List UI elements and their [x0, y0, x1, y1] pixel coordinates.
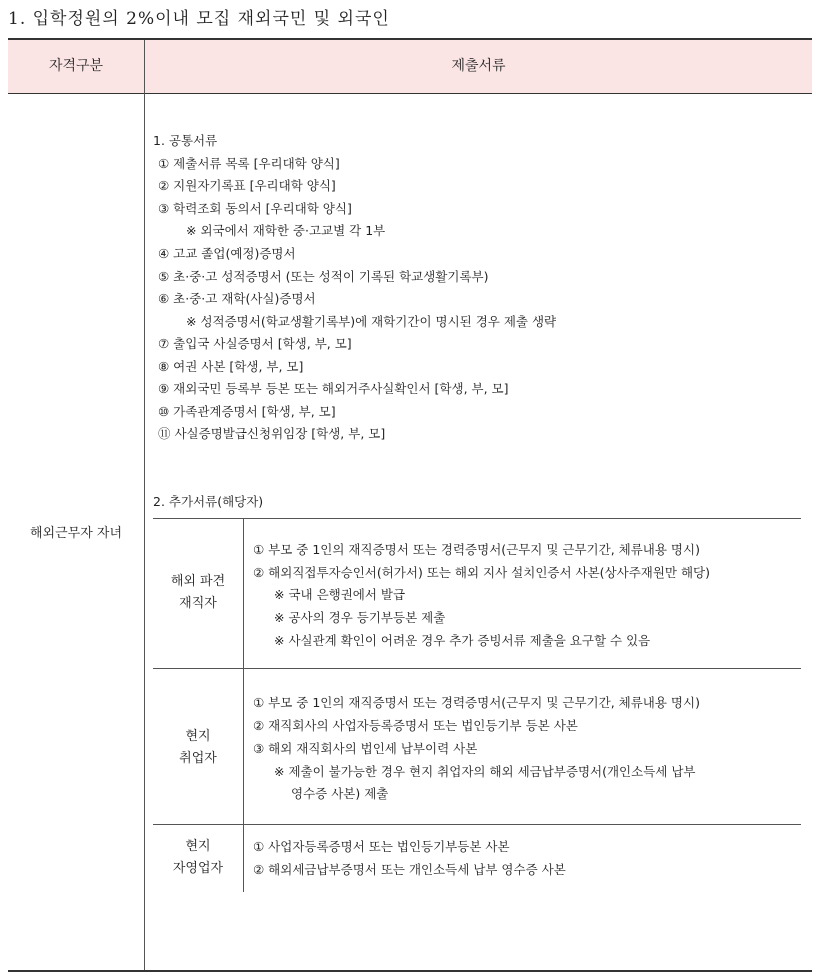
- header-documents: 제출서류: [451, 58, 506, 74]
- subtable-divider: [153, 668, 801, 669]
- header-qualification: 자격구분: [48, 58, 104, 74]
- group-note: ※ 제출이 불가능한 경우 현지 취업자의 해외 세금납부증명서(개인소득세 납부: [274, 764, 696, 779]
- row-label: 해외근무자 자녀: [29, 526, 123, 541]
- common-heading: 1. 공통서류: [153, 133, 218, 148]
- group-item: ① 부모 중 1인의 재직증명서 또는 경력증명서(근무지 및 근무기간, 체류내용 명시): [253, 695, 700, 710]
- common-item: ⑤ 초·중·고 성적증명서 (또는 성적이 기록된 학교생활기록부): [158, 269, 489, 284]
- category-overseas-dispatch: 해외 파견 재직자: [170, 574, 226, 611]
- common-item: ① 제출서류 목록 [우리대학 양식]: [158, 156, 340, 171]
- group-item: ① 사업자등록증명서 또는 법인등기부등본 사본: [253, 839, 510, 854]
- group-item: ② 재직회사의 사업자등록증명서 또는 법인등기부 등본 사본: [253, 718, 578, 733]
- common-item: ③ 학력조회 동의서 [우리대학 양식]: [158, 201, 352, 216]
- category-local-employee: 현지 취업자: [179, 729, 217, 766]
- common-item: ⑪ 사실증명발급신청위임장 [학생, 부, 모]: [158, 426, 386, 441]
- group-note: ※ 공사의 경우 등기부등본 제출: [274, 610, 446, 625]
- subtable-column-divider: [243, 825, 244, 892]
- table-bottom-border: [8, 970, 812, 972]
- group-item: ② 해외직접투자승인서(허가서) 또는 해외 지사 설치인증서 사본(상사주재원만 해당): [253, 565, 711, 580]
- group-item: ① 부모 중 1인의 재직증명서 또는 경력증명서(근무지 및 근무기간, 체류내용 명시): [253, 542, 700, 557]
- documents-table: [8, 38, 812, 972]
- group-item: ② 해외세금납부증명서 또는 개인소득세 납부 영수증 사본: [253, 862, 566, 877]
- common-note: ※ 외국에서 재학한 중·고교별 각 1부: [186, 223, 386, 238]
- category-self-employed: 현지 자영업자: [172, 839, 224, 876]
- subtable-column-divider: [243, 518, 244, 668]
- subtable-column-divider: [243, 669, 244, 824]
- common-item: ⑧ 여권 사본 [학생, 부, 모]: [158, 359, 304, 374]
- common-item: ⑦ 출입국 사실증명서 [학생, 부, 모]: [158, 336, 352, 351]
- common-item: ⑨ 재외국민 등록부 등본 또는 해외거주사실확인서 [학생, 부, 모]: [158, 381, 509, 396]
- common-note: ※ 성적증명서(학교생활기록부)에 재학기간이 명시된 경우 제출 생략: [186, 314, 557, 329]
- group-note: ※ 사실관계 확인이 어려운 경우 추가 증빙서류 제출을 요구할 수 있음: [274, 633, 651, 648]
- common-item: ⑥ 초·중·고 재학(사실)증명서: [158, 291, 316, 306]
- group-item: ③ 해외 재직회사의 법인세 납부이력 사본: [253, 741, 478, 756]
- column-divider: [144, 40, 145, 970]
- common-item: ② 지원자기록표 [우리대학 양식]: [158, 178, 336, 193]
- subtable-divider: [153, 824, 801, 825]
- group-note: 영수증 사본) 제출: [291, 786, 389, 801]
- common-item: ④ 고교 졸업(예정)증명서: [158, 246, 296, 261]
- additional-heading: 2. 추가서류(해당자): [153, 494, 264, 509]
- group-note: ※ 국내 은행권에서 발급: [274, 587, 406, 602]
- subtable-top-border: [153, 518, 801, 519]
- header-bottom-border: [8, 93, 812, 94]
- page-title: 1. 입학정원의 2%이내 모집 재외국민 및 외국인: [8, 9, 390, 29]
- common-item: ⑩ 가족관계증명서 [학생, 부, 모]: [158, 404, 336, 419]
